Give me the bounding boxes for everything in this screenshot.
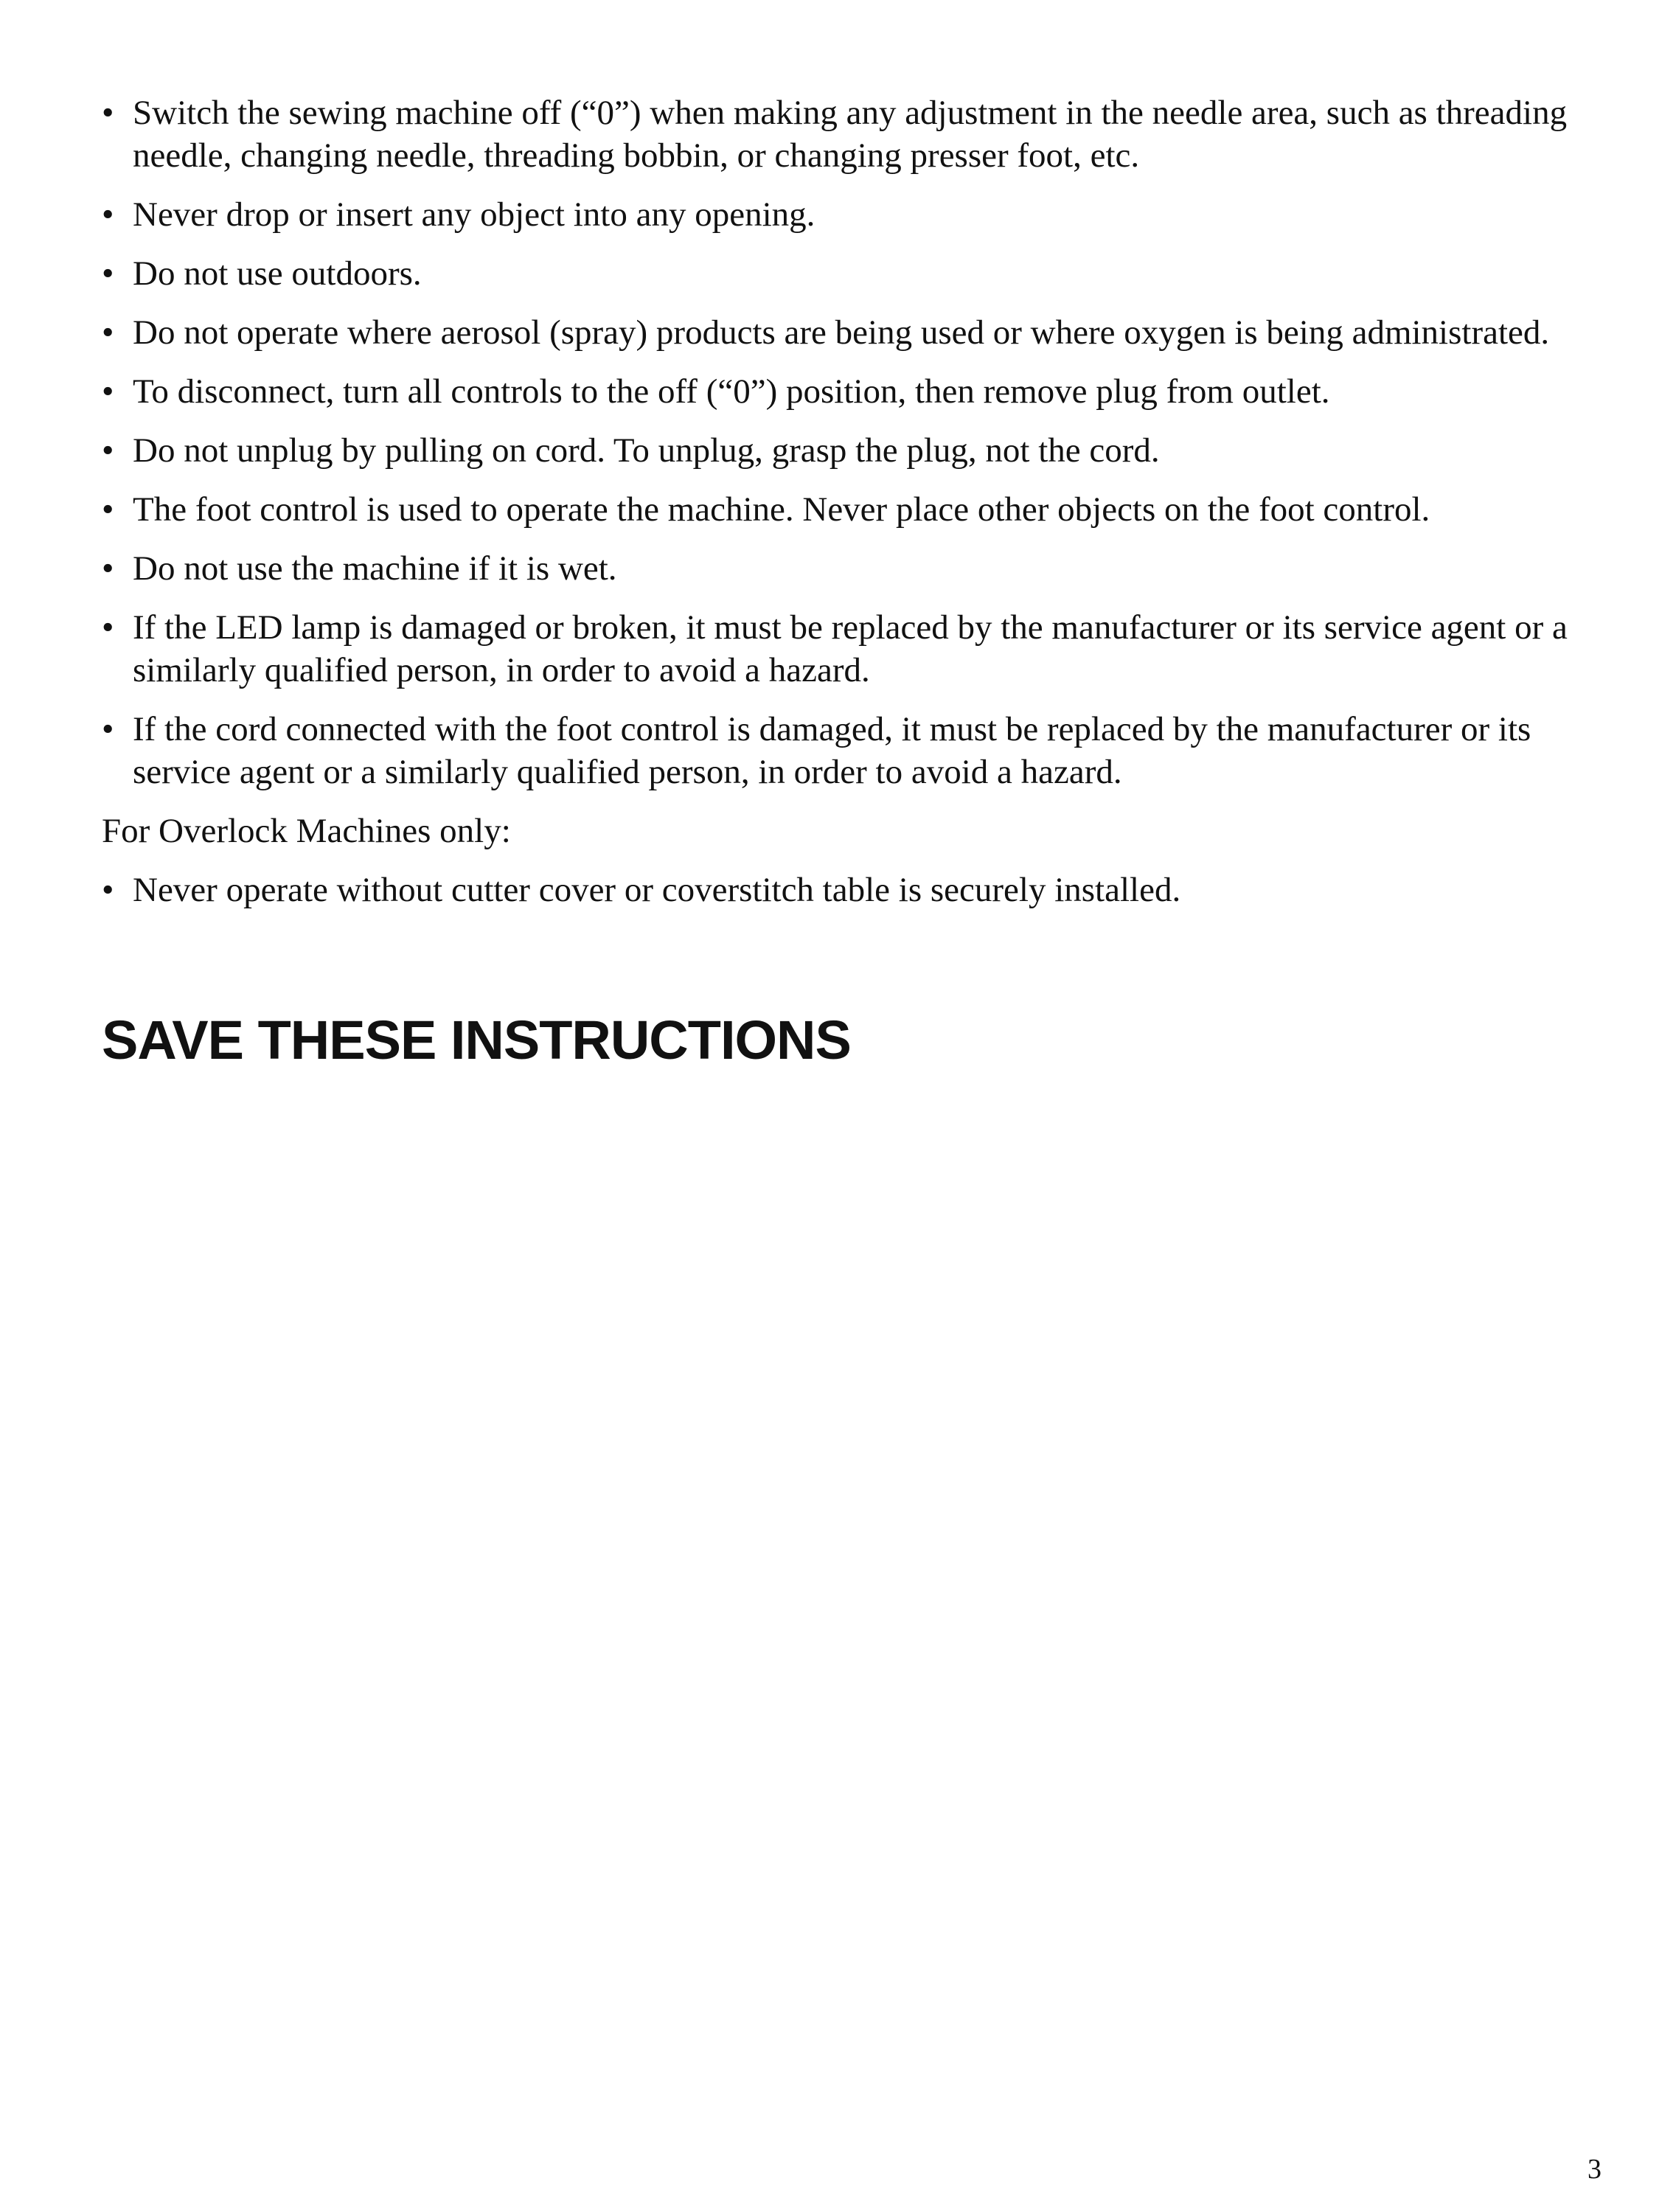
list-item-text: Do not unplug by pulling on cord. To unplug, grasp the plug, not the cord.: [133, 431, 1160, 470]
bullet-marker: •: [102, 490, 114, 529]
safety-instruction-list: [102, 91, 1569, 793]
list-item: [102, 606, 1569, 692]
list-item-text: Never drop or insert any object into any opening.: [133, 195, 815, 234]
bullet-marker: •: [102, 549, 114, 588]
save-instructions-heading: SAVE THESE INSTRUCTIONS: [102, 1009, 851, 1071]
list-item: [102, 193, 1569, 236]
list-item-text: If the LED lamp is damaged or broken, it must be replaced by the manufacturer or its service agent or a similarly qualified person, in order to avoid a hazard.: [133, 608, 1568, 689]
list-item-text: Switch the sewing machine off (“0”) when making any adjustment in the needle area, such as threading needle, changing needle, threading bobbin, or changing presser foot, etc.: [133, 94, 1568, 175]
list-item: [102, 252, 1569, 295]
bullet-marker: •: [102, 871, 114, 909]
bullet-marker: •: [102, 608, 114, 647]
list-item: [102, 869, 1569, 911]
bullet-marker: •: [102, 254, 114, 293]
bullet-marker: •: [102, 94, 114, 132]
list-item-text: Do not use the machine if it is wet.: [133, 549, 617, 588]
list-item: [102, 429, 1569, 472]
bullet-marker: •: [102, 431, 114, 470]
list-item: [102, 311, 1569, 354]
list-item-text: Do not use outdoors.: [133, 254, 422, 293]
list-item-text: The foot control is used to operate the machine. Never place other objects on the foot control.: [133, 490, 1430, 529]
bullet-marker: •: [102, 372, 114, 411]
list-item: [102, 547, 1569, 590]
page-number: 3: [1587, 2154, 1601, 2185]
list-item-text: If the cord connected with the foot control is damaged, it must be replaced by the manufacturer or its service agent or a similarly qualified person, in order to avoid a hazard.: [133, 710, 1531, 791]
list-item: [102, 708, 1569, 793]
list-item-text: Do not operate where aerosol (spray) products are being used or where oxygen is being administrated.: [133, 313, 1550, 352]
list-item-text: Never operate without cutter cover or coverstitch table is securely installed.: [133, 871, 1181, 909]
bullet-marker: •: [102, 195, 114, 234]
document-body: [102, 91, 1569, 1074]
list-item: [102, 370, 1569, 413]
list-item-text: To disconnect, turn all controls to the off (“0”) position, then remove plug from outlet.: [133, 372, 1330, 411]
overlock-section-label: For Overlock Machines only:: [102, 812, 511, 850]
bullet-marker: •: [102, 313, 114, 352]
overlock-instruction-list: [102, 869, 1569, 911]
list-item: [102, 91, 1569, 177]
bullet-marker: •: [102, 710, 114, 748]
list-item: [102, 488, 1569, 531]
